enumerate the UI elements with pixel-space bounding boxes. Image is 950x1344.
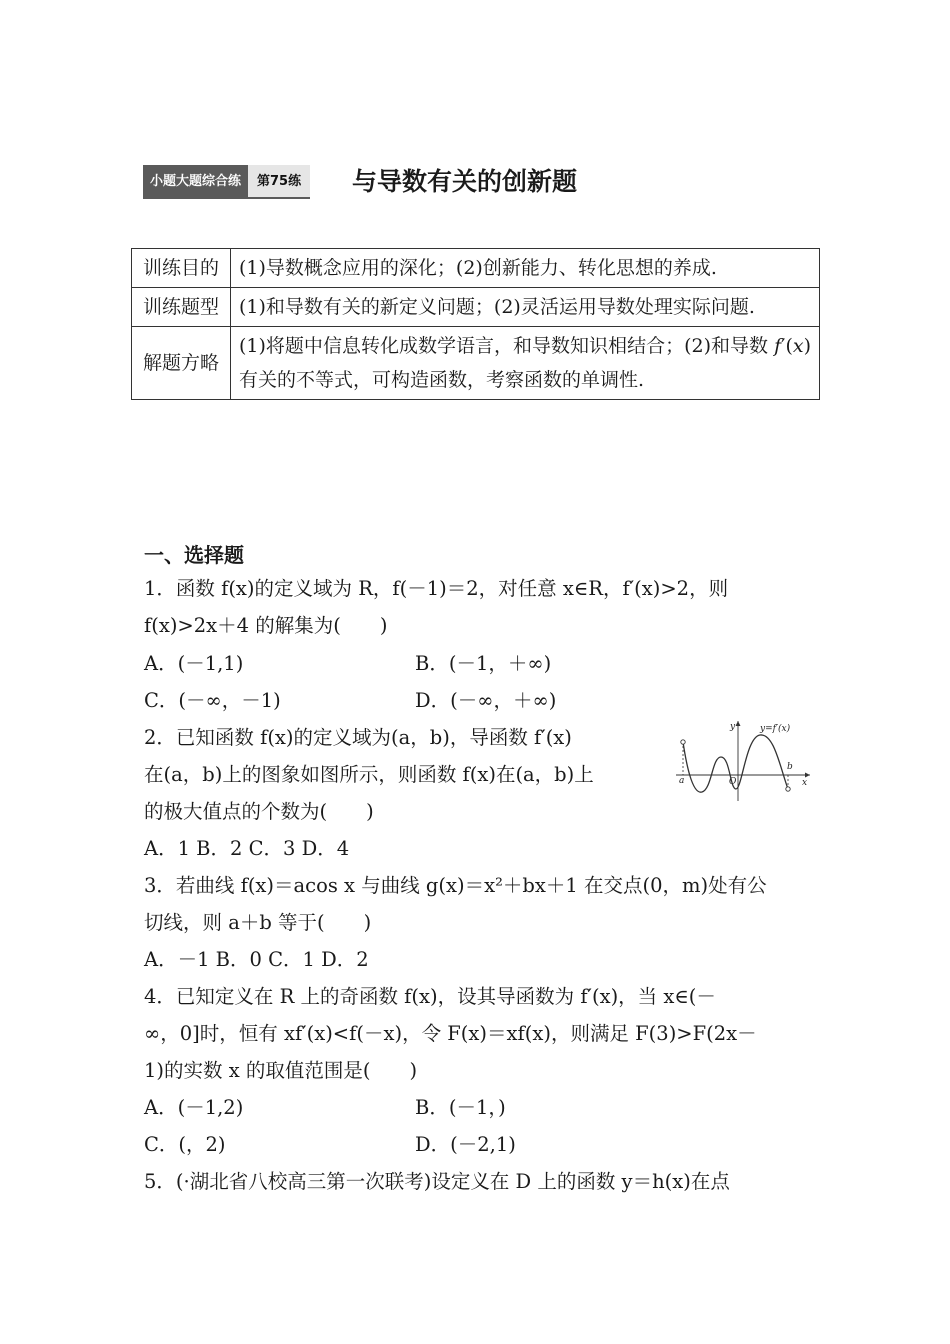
derivative-graph bbox=[674, 717, 814, 801]
question-4-option-a: A．(－1,2) bbox=[144, 1096, 244, 1119]
origin-label: O bbox=[729, 777, 737, 787]
row-value-part: (1)将题中信息转化成数学语言，和导数知识相结合；(2)和导数 bbox=[239, 335, 775, 357]
question-4-line-2: ∞，0]时，恒有 xf′(x)<f(－x)，令 F(x)＝xf(x)，则满足 F(3)>F(2x－ bbox=[144, 1022, 757, 1045]
question-4-line-1: 4．已知定义在 R 上的奇函数 f(x)，设其导函数为 f′(x)，当 x∈(－ bbox=[144, 985, 716, 1008]
series-badge: 小题大题综合练 bbox=[143, 165, 248, 199]
question-2-options: A．1 B．2 C．3 D．4 bbox=[144, 837, 350, 860]
curve-label: y=f′(x) bbox=[760, 724, 791, 734]
row-value: (1)导数概念应用的深化；(2)创新能力、转化思想的养成. bbox=[231, 249, 820, 288]
question-3-line-1: 3．若曲线 f(x)＝acos x 与曲线 g(x)＝x²＋bx＋1 在交点(0，m)处有公 bbox=[144, 874, 767, 897]
question-5-line-1: 5．(·湖北省八校高三第一次联考)设定义在 D 上的函数 y＝h(x)在点 bbox=[144, 1170, 730, 1193]
x-axis-arrow bbox=[805, 773, 810, 778]
row-value-part: f bbox=[774, 335, 782, 357]
row-value-part: x bbox=[792, 335, 804, 357]
page-title: 与导数有关的创新题 bbox=[352, 167, 578, 196]
row-key: 解题方略 bbox=[132, 327, 231, 400]
b-label: b bbox=[787, 762, 793, 772]
row-key: 训练题型 bbox=[132, 288, 231, 327]
question-3-line-2: 切线，则 a＋b 等于( ) bbox=[144, 911, 372, 934]
row-value: (1)和导数有关的新定义问题；(2)灵活运用导数处理实际问题. bbox=[231, 288, 820, 327]
exercise-number-badge: 第75练 bbox=[248, 165, 310, 199]
y-axis-arrow bbox=[736, 721, 741, 726]
a-label: a bbox=[679, 776, 685, 786]
question-4-option-c: C．(，2) bbox=[144, 1133, 226, 1156]
question-2-line-3: 的极大值点的个数为( ) bbox=[144, 800, 374, 823]
section-title: 一、选择题 bbox=[144, 543, 244, 567]
table-row bbox=[132, 288, 820, 327]
question-4-option-b: B．(－1，) bbox=[415, 1096, 506, 1119]
question-2-line-2: 在(a，b)上的图象如图所示，则函数 f(x)在(a，b)上 bbox=[144, 763, 594, 786]
question-1-option-b: B．(－1，＋∞) bbox=[415, 652, 552, 675]
y-axis-label: y bbox=[730, 722, 736, 732]
row-value bbox=[231, 327, 820, 400]
question-1-line-2: f(x)>2x＋4 的解集为( ) bbox=[144, 614, 388, 637]
question-1-option-a: A．(－1,1) bbox=[144, 652, 244, 675]
question-1-line-1: 1．函数 f(x)的定义域为 R，f(－1)＝2，对任意 x∈R，f′(x)>2，则 bbox=[144, 577, 729, 600]
open-endpoint-b bbox=[786, 787, 790, 791]
question-4-line-3: 1)的实数 x 的取值范围是( ) bbox=[144, 1059, 418, 1082]
x-axis-label: x bbox=[802, 778, 808, 788]
practice-header bbox=[143, 165, 310, 199]
row-value-part: )有关的不等式，可构造函数，考察函数的单调性. bbox=[239, 335, 811, 391]
question-2-line-1: 2．已知函数 f(x)的定义域为(a，b)，导函数 f′(x) bbox=[144, 726, 572, 749]
row-key: 训练目的 bbox=[132, 249, 231, 288]
row-value-part: ′( bbox=[781, 335, 793, 357]
question-1-option-c: C．(－∞，－1) bbox=[144, 689, 281, 712]
table-row bbox=[132, 327, 820, 400]
question-3-options: A．－1 B．0 C．1 D．2 bbox=[144, 948, 369, 971]
table-row bbox=[132, 249, 820, 288]
question-4-option-d: D．(－2,1) bbox=[415, 1133, 516, 1156]
open-endpoint-a bbox=[681, 740, 685, 744]
training-info-table bbox=[131, 248, 820, 400]
question-1-option-d: D．(－∞，＋∞) bbox=[415, 689, 557, 712]
